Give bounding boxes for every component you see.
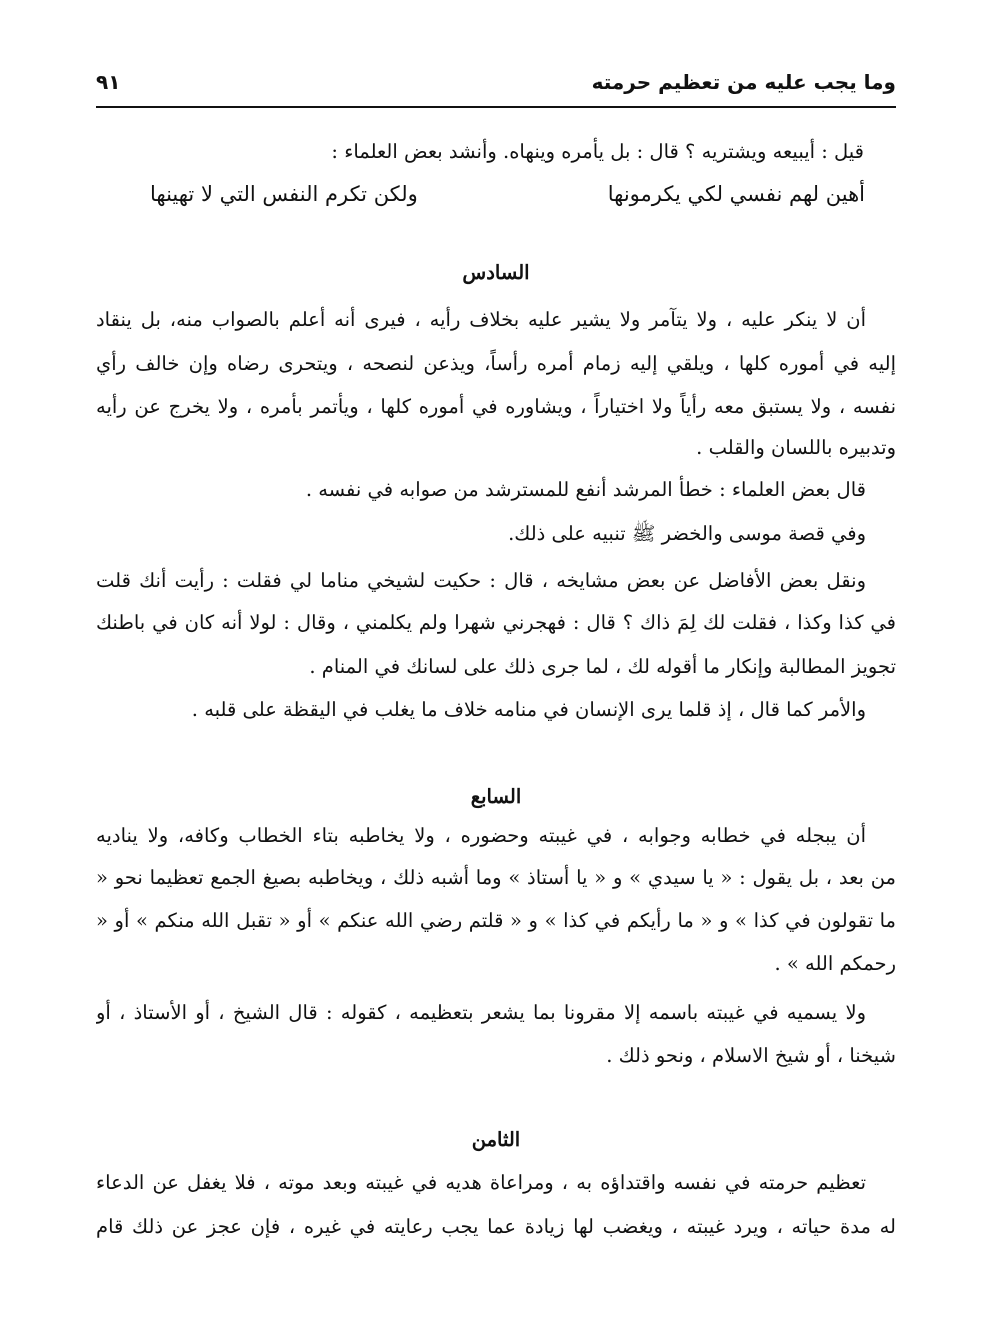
- section6-p4-line: ونقل بعض الأفاضل عن بعض مشايخه ، قال : حكيت لشيخي مناما لي فقلت : رأيت أنك قلت: [96, 569, 866, 592]
- intro-line: قيل : أيبيعه ويشتريه ؟ قال : بل يأمره وينهاه. وأنشد بعض العلماء :: [331, 140, 864, 163]
- section6-p4-line: تجويز المطالبة وإنكار ما أقوله لك ، لما جرى ذلك على لسانك في المنام .: [309, 655, 896, 678]
- section8-p1-line: تعظيم حرمته في نفسه واقتداؤه به ، ومراعاة هديه في غيبته وبعد موته ، فلا يغفل عن الدعاء: [96, 1171, 866, 1194]
- section7-p1-line: ما تقولون في كذا » و « ما رأيكم في كذا » و « قلتم رضي الله عنكم » أو « تقبل الله منكم » أو «: [96, 909, 896, 932]
- section6-p5: والأمر كما قال ، إذ قلما يرى الإنسان في منامه خلاف ما يغلب في اليقظة على قلبه .: [191, 698, 866, 721]
- section6-p1-line: وتدبيره باللسان والقلب .: [696, 436, 896, 459]
- section6-p4-line: في كذا وكذا ، فقلت لك لِمَ ذاك ؟ قال : فهجرني شهرا ولم يكلمني ، وقال : لولا أنه كان في باطنك: [96, 611, 896, 634]
- section6-p1-line: إليه في أموره كلها ، ويلقي إليه زمام أمره رأساً، ويذعن لنصحه ، ويتحرى رضاه وإن خالف رأي: [96, 352, 896, 375]
- poetry-verse: [150, 174, 865, 214]
- section7-p1-line: أن يبجله في خطابه وجوابه ، في غيبته وحضوره ، ولا يخاطبه بتاء الخطاب وكافه، ولا يناديه: [96, 824, 866, 847]
- verse-first-hemistich: أهين لهم نفسي لكي يكرمونها: [607, 182, 865, 206]
- section7-p1-line: من بعد ، بل يقول : « يا سيدي » و « يا أستاذ » وما أشبه ذلك ، ويخاطبه بصيغ الجمع تعظيما نحو «: [96, 866, 896, 889]
- verse-second-hemistich: ولكن تكرم النفس التي لا تهينها: [150, 182, 418, 206]
- page-header: [96, 66, 896, 102]
- section8-p1-line: له مدة حياته ، ويرد غيبته ، ويغضب لها زيادة عما يجب رعايته في غيره ، فإن عجز عن ذلك قام: [96, 1215, 896, 1238]
- section7-p2-line: شيخنا ، أو شيخ الاسلام ، ونحو ذلك .: [606, 1044, 896, 1067]
- section-heading-8: الثامن: [471, 1128, 521, 1151]
- section-heading-6: السادس: [462, 261, 530, 284]
- section-heading-7: السابع: [470, 785, 522, 808]
- running-title: وما يجب عليه من تعظيم حرمته: [591, 70, 896, 94]
- header-rule: [96, 106, 896, 108]
- section6-p1-line: نفسه ، ولا يستبق معه رأياً ولا اختياراً ، ويشاوره في أموره كلها ، ويأتمر بأمره ، ولا يخرج عن رأيه: [96, 395, 896, 418]
- page-number: ٩١: [96, 70, 121, 94]
- section6-p3: وفي قصة موسى والخضر ﷺ تنبيه على ذلك.: [508, 522, 866, 545]
- section7-p1-line: رحمكم الله » .: [774, 952, 896, 975]
- section6-p2: قال بعض العلماء : خطأ المرشد أنفع للمسترشد من صوابه في نفسه .: [305, 478, 866, 501]
- section7-p2-line: ولا يسميه في غيبته باسمه إلا مقرونا بما يشعر بتعظيمه ، كقوله : قال الشيخ ، أو الأستاذ ، أو: [96, 1001, 866, 1024]
- section6-p1-line: أن لا ينكر عليه ، ولا يتآمر ولا يشير عليه بخلاف رأيه ، فيرى أنه أعلم بالصواب منه، بل ينقاد: [96, 308, 866, 331]
